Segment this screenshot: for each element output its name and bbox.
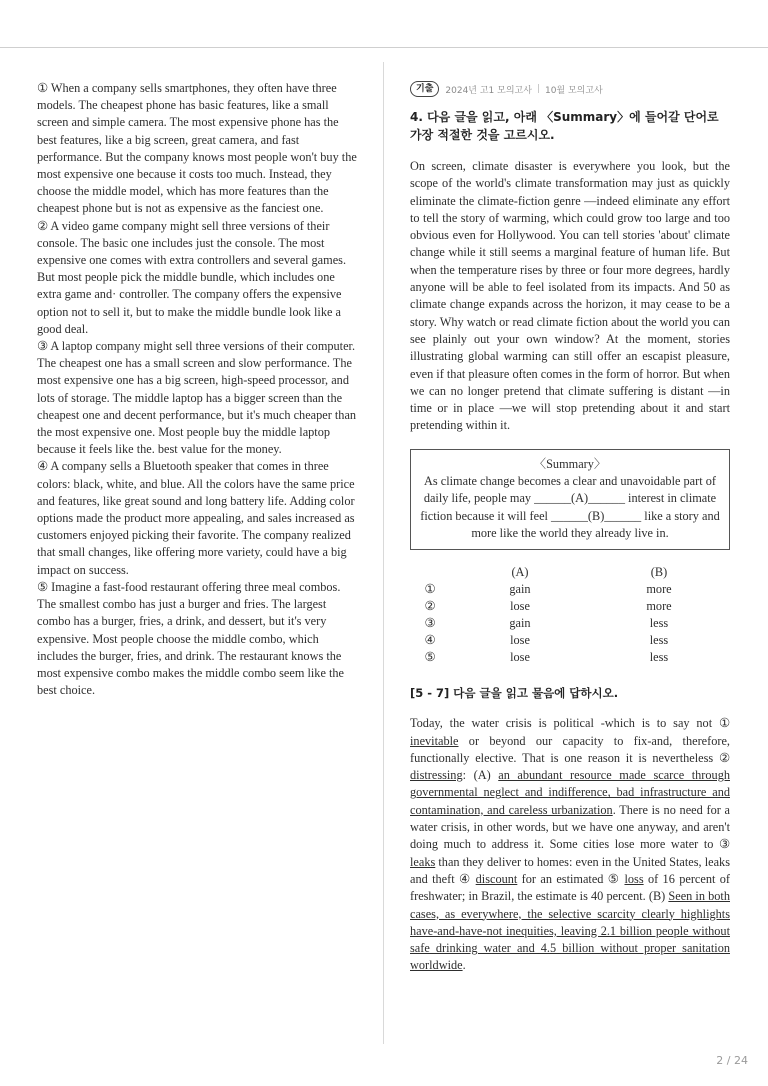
underlined-word-1: inevitable <box>410 733 459 748</box>
choice-number: ⑤ <box>424 650 436 665</box>
choice-number: ③ <box>424 616 436 631</box>
source-month: 10월 모의고사 <box>544 85 603 96</box>
choice-a-value: lose <box>510 633 530 648</box>
option-paragraph-5: ⑤ Imagine a fast-food restaurant offering three meal combos. The smallest combo has just a burger and fries. The largest combo has a burger, fries, a drink, and dessert, but it's very expensive. Most people choose the middle combo, which includes the burger, fries, and drink. The restaurant knows the most expensive combo makes the middle combo seem like the best choice. <box>37 579 345 698</box>
source-year: 2024년 고1 모의고사 <box>445 85 532 96</box>
column-divider <box>383 62 384 1044</box>
choice-b-value: more <box>646 582 672 597</box>
choice-number: ④ <box>424 633 436 648</box>
option-paragraph-2: ② A video game company might sell three versions of their console. The basic one includes just the console. The most expensive one comes with extra controllers and several games. But most people pick the middle bundle, which includes one extra game and· controller. The company offers the expensive option not to sell it, but to make the middle bundle look like a good deal. <box>37 218 347 336</box>
passage-text: . There is no need for a water crisis, in other words, but we have one anyway, and aren't doing much to address it. Some cities lose more water to ③ <box>410 802 730 852</box>
question-5-7-title: [5 - 7] 다음 글을 읽고 물음에 답하시오. <box>410 686 619 701</box>
choice-row[interactable] <box>410 632 728 649</box>
underlined-phrase-a: an abundant resource made scarce through governmental neglect and indifference, bad infrastructure and contamination, and careless urbanization <box>410 768 730 817</box>
passage-text: than they deliver to homes: even in the United States, leaks and theft ④ <box>410 854 730 886</box>
header-rule <box>0 47 768 48</box>
past-exam-badge: 기출 <box>410 81 439 97</box>
choice-header-b: (B) <box>650 565 668 580</box>
choice-a-value: lose <box>510 650 530 665</box>
answer-choices-table <box>410 564 728 666</box>
source-separator: | <box>536 84 540 94</box>
choice-row[interactable] <box>410 649 728 666</box>
choice-b-value: less <box>649 633 669 648</box>
summary-box <box>410 449 730 550</box>
choice-a-value: lose <box>510 599 530 614</box>
underlined-word-3: leaks <box>410 854 436 869</box>
page-number: 2 / 24 <box>716 1054 748 1067</box>
choice-row[interactable] <box>410 615 728 632</box>
choice-row[interactable] <box>410 598 728 615</box>
underlined-word-4: discount <box>475 871 518 886</box>
choice-number: ② <box>424 599 436 614</box>
choice-a-value: gain <box>509 582 531 597</box>
right-column <box>410 80 730 975</box>
summary-text: As climate change becomes a clear and unavoidable part of daily life, people may ______(A)______ interest in climate fiction because it will feel ______(B)______ like a story and more like the world they already live in. <box>420 474 720 540</box>
choice-b-value: less <box>649 650 669 665</box>
choice-a-value: gain <box>509 616 531 631</box>
choice-b-value: less <box>649 616 669 631</box>
choice-number: ① <box>424 582 436 597</box>
passage-text: . <box>462 958 466 973</box>
underlined-phrase-b: Seen in both cases, as everywhere, the selective scarcity clearly highlights have-and-have-not inequities, leaving 2.1 billion people without safe drinking water and 4.5 billion without proper sanitation worldwide <box>410 889 730 973</box>
question-5-7-passage <box>410 715 730 974</box>
choices-header-row <box>410 564 728 581</box>
left-column <box>37 80 357 699</box>
choice-b-value: more <box>646 599 672 614</box>
choice-header-a: (A) <box>511 565 529 580</box>
question-4-passage: On screen, climate disaster is everywhere you look, but the scope of the world's climate transformation may just as quickly eliminate the climate-fiction genre —indeed eliminate any effort to tell the story of warming, which could grow too large and too obvious even for Hollywood. You can tell stories 'about' climate change while it still seems a marginal feature of human life. But when the temperature rises by three or four more degrees, hardly anyone will be able to feel isolated from its impacts. And 50 as climate change expands across the horizon, it may cease to be a story. Why watch or read climate fiction about the world you can see plainly out your own window? At the moment, stories illustrating global warming can still offer an escapist pleasure, even if that pleasure often comes in the form of horror. But when we can no longer pretend that climate suffering is distant —in time or in place —we will stop pretending about it and start pretending within it. <box>410 159 730 433</box>
passage-text: for an estimated ⑤ <box>517 871 625 886</box>
passage-text: or beyond our capacity to fix-and, therefore, functionally elective. That is one reason it is nevertheless ② <box>410 733 730 765</box>
passage-text: : (A) <box>462 768 499 783</box>
option-paragraph-4: ④ A company sells a Bluetooth speaker that comes in three colors: black, white, and blue. All the colors have the same price and features, like great sound and long battery life. Adding color options made the product more appealing, and sales increased as customers enjoyed picking their favorite. The company realized that small changes, like offering more variety, could have a big impact on success. <box>37 459 355 577</box>
passage-text: of 16 percent of freshwater; in Brazil, the estimate is 40 percent. (B) <box>410 871 730 904</box>
option-paragraph-3: ③ A laptop company might sell three versions of their computer. The cheapest one has a small screen and slow performance. The most expensive one has a big screen, high-speed processor, and lots of storage. The middle laptop has a bigger screen than the cheapest one and decent performance, but it's much cheaper than the most expensive one. Most people buy the middle laptop because it feels like the. best value for the money. <box>37 339 357 457</box>
question-source-line <box>410 80 730 98</box>
underlined-word-2: distressing <box>410 768 463 783</box>
choice-row[interactable] <box>410 581 728 598</box>
underlined-word-5: loss <box>624 871 644 886</box>
passage-text: Today, the water crisis is political -which is to say not ① <box>410 716 730 731</box>
summary-title: 〈Summary〉 <box>533 456 607 471</box>
option-paragraph-1: ① When a company sells smartphones, they often have three models. The cheapest phone has basic features, like a small screen and simple camera. The most expensive phone has the best features, like a big screen, great camera, and fast performance. But the company knows most people won't buy the most expensive one because it costs too much. Instead, they choose the middle model, which has more features than the cheapest phone but is not as expensive as the fanciest one. <box>37 81 357 216</box>
question-4-title: 4. 다음 글을 읽고, 아래 〈Summary〉에 들어갈 단어로 가장 적절한 것을 고르시오. <box>410 110 719 142</box>
